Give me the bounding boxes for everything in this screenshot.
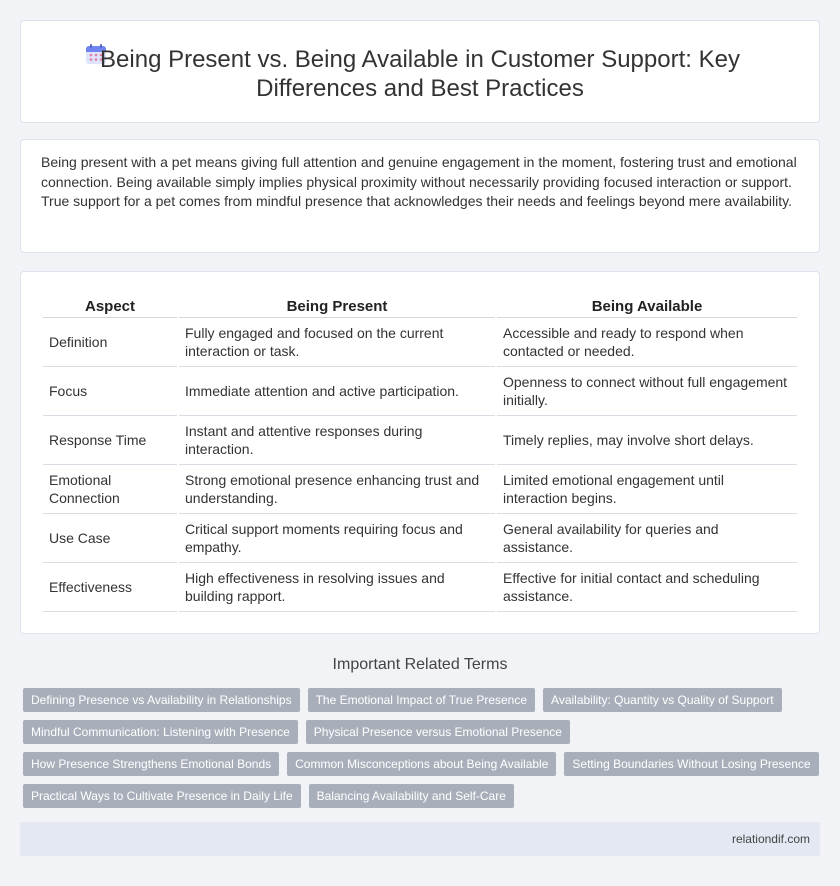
related-term-tag[interactable]: Balancing Availability and Self-Care xyxy=(309,784,514,808)
present-cell: Instant and attentive responses during interaction. xyxy=(179,416,495,465)
related-terms-heading: Important Related Terms xyxy=(332,656,508,673)
aspect-cell: Effectiveness xyxy=(43,563,177,612)
related-term-tag[interactable]: The Emotional Impact of True Presence xyxy=(308,688,535,712)
available-cell: Timely replies, may involve short delays. xyxy=(497,416,797,465)
intro-paragraph: Being present with a pet means giving full attention and genuine engagement in the moment, fostering trust and emotional connection. Being available simply implies physical proximity without necessarily providing focused interaction or support. True support for a pet comes from mindful presence that acknowledges their needs and feelings beyond mere availability. xyxy=(41,154,797,209)
related-term-tag[interactable]: Defining Presence vs Availability in Relationships xyxy=(23,688,300,712)
table-row xyxy=(43,318,797,367)
related-terms-list xyxy=(23,688,823,816)
column-header-present: Being Present xyxy=(179,294,495,318)
table-row xyxy=(43,367,797,416)
related-term-tag[interactable]: Setting Boundaries Without Losing Presence xyxy=(564,752,818,776)
related-term-tag[interactable]: Availability: Quantity vs Quality of Support xyxy=(543,688,782,712)
aspect-cell: Definition xyxy=(43,318,177,367)
present-cell: Fully engaged and focused on the current interaction or task. xyxy=(179,318,495,367)
column-header-available: Being Available xyxy=(497,294,797,318)
comparison-card xyxy=(20,271,820,634)
tag-row xyxy=(23,752,823,776)
footer-site-link[interactable]: relationdif.com xyxy=(731,832,810,846)
related-term-tag[interactable]: How Presence Strengthens Emotional Bonds xyxy=(23,752,279,776)
present-cell: Immediate attention and active participation. xyxy=(179,367,495,416)
aspect-cell: Focus xyxy=(43,367,177,416)
table-header-row xyxy=(43,294,797,318)
aspect-cell: Emotional Connection xyxy=(43,465,177,514)
aspect-cell: Use Case xyxy=(43,514,177,563)
column-header-aspect: Aspect xyxy=(43,294,177,318)
related-term-tag[interactable]: Physical Presence versus Emotional Presence xyxy=(306,720,570,744)
footer xyxy=(20,822,820,856)
comparison-table xyxy=(41,294,799,612)
table-row xyxy=(43,563,797,612)
present-cell: High effectiveness in resolving issues and building rapport. xyxy=(179,563,495,612)
available-cell: Effective for initial contact and scheduling assistance. xyxy=(497,563,797,612)
table-row xyxy=(43,465,797,514)
tag-row xyxy=(23,784,823,808)
aspect-cell: Response Time xyxy=(43,416,177,465)
page-title: Being Present vs. Being Available in Customer Support: Key Differences and Best Practices xyxy=(100,46,740,102)
table-row xyxy=(43,416,797,465)
available-cell: Openness to connect without full engagement initially. xyxy=(497,367,797,416)
header-card xyxy=(20,20,820,123)
tag-row xyxy=(23,688,823,712)
intro-card xyxy=(20,139,820,253)
available-cell: Limited emotional engagement until interaction begins. xyxy=(497,465,797,514)
table-row xyxy=(43,514,797,563)
present-cell: Strong emotional presence enhancing trust and understanding. xyxy=(179,465,495,514)
available-cell: General availability for queries and assistance. xyxy=(497,514,797,563)
available-cell: Accessible and ready to respond when contacted or needed. xyxy=(497,318,797,367)
present-cell: Critical support moments requiring focus and empathy. xyxy=(179,514,495,563)
related-term-tag[interactable]: Common Misconceptions about Being Available xyxy=(287,752,556,776)
tag-row xyxy=(23,720,823,744)
related-term-tag[interactable]: Mindful Communication: Listening with Presence xyxy=(23,720,298,744)
related-term-tag[interactable]: Practical Ways to Cultivate Presence in Daily Life xyxy=(23,784,301,808)
